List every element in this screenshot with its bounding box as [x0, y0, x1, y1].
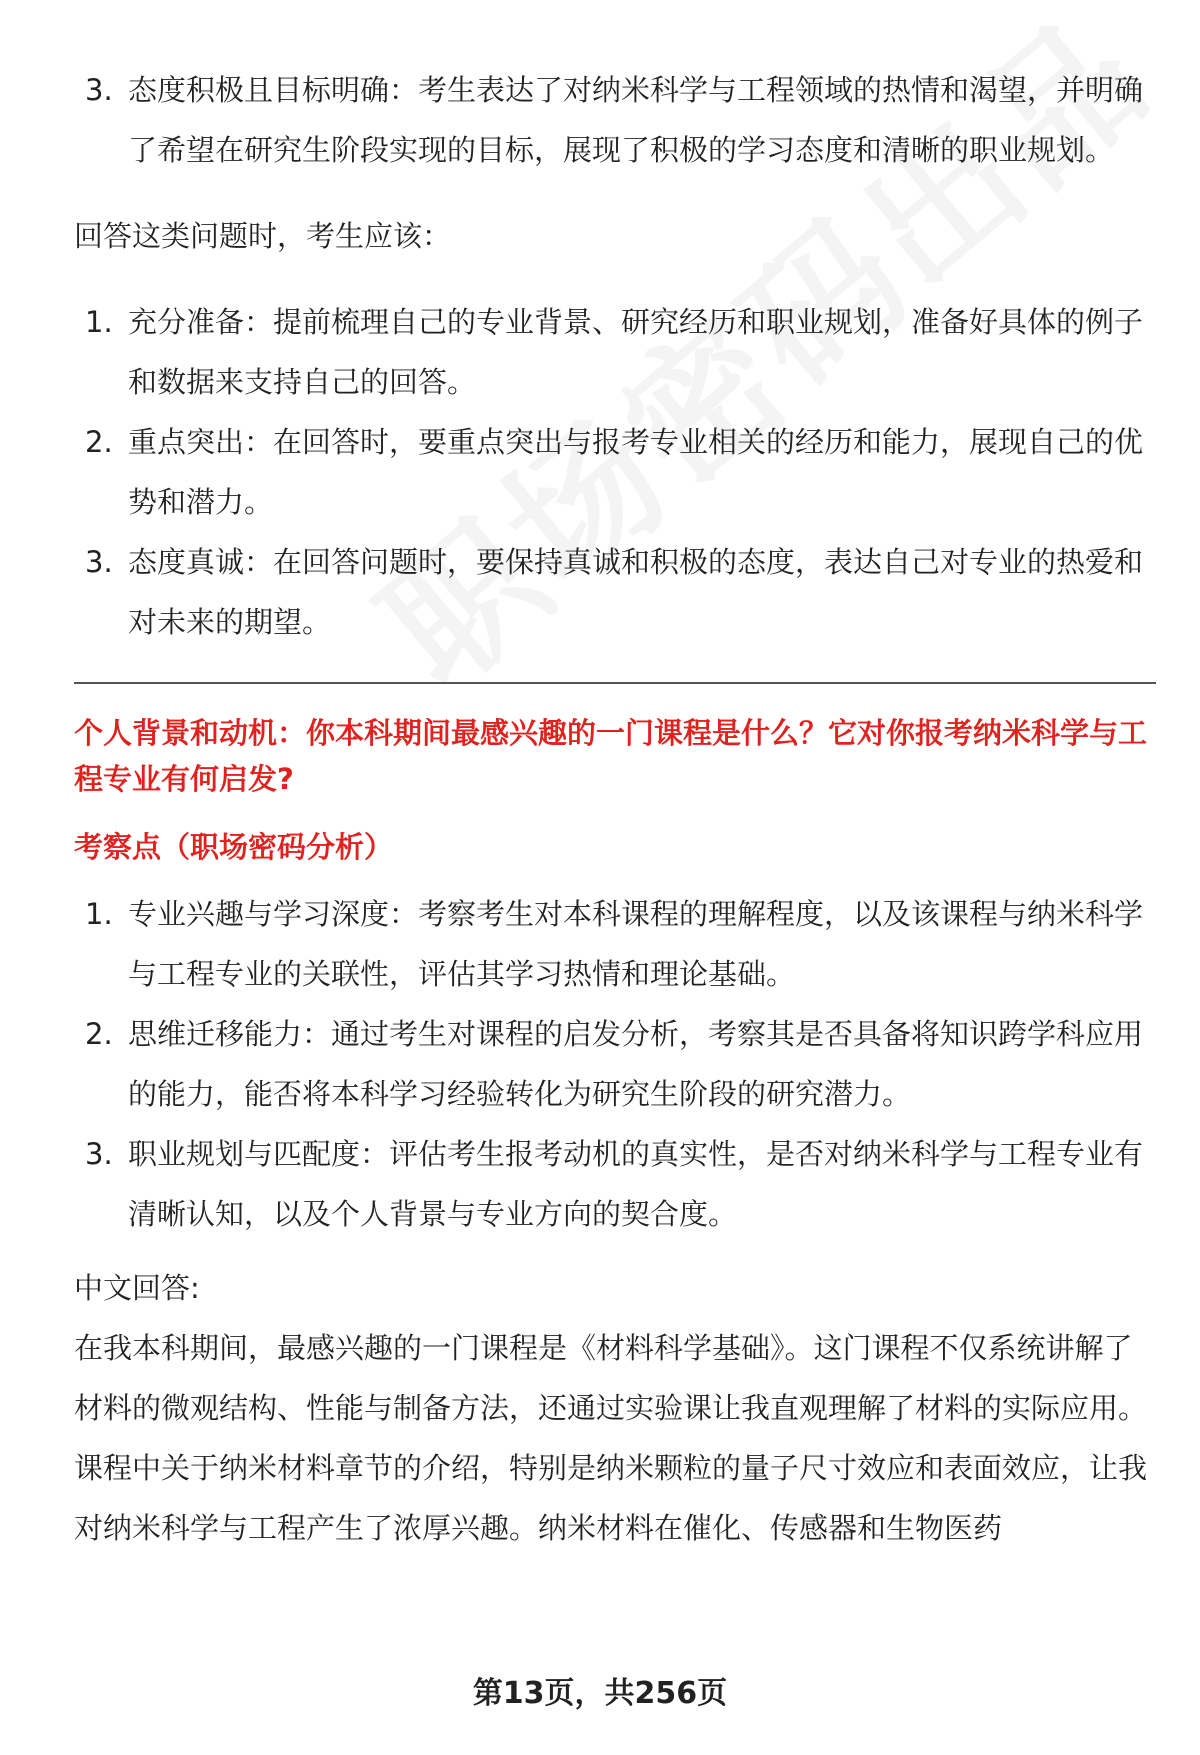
chinese-answer-text: 在我本科期间，最感兴趣的一门课程是《材料科学基础》。这门课程不仅系统讲解了材料的微观结构、性能与制备方法，还通过实验课让我直观理解了材料的实际应用。课程中关于纳米材料章节的介绍，特别是纳米颗粒的量子尺寸效应和表面效应，让我对纳米科学与工程产生了浓厚兴趣。纳米材料在催化、传感器和生物医药 [74, 1331, 1148, 1545]
list-number: 1. [85, 305, 113, 339]
answer-intro: 回答这类问题时，考生应该： [74, 219, 452, 253]
section-divider [74, 682, 1156, 684]
list-number: 2. [85, 425, 113, 459]
list-text: 思维迁移能力：通过考生对课程的启发分析，考察其是否具备将知识跨学科应用的能力，能否将本科学习经验转化为研究生阶段的研究潜力。 [128, 1017, 1144, 1111]
list-number: 1. [85, 897, 113, 931]
list-text: 重点突出：在回答时，要重点突出与报考专业相关的经历和能力，展现自己的优势和潜力。 [128, 425, 1144, 519]
list-text: 职业规划与匹配度：评估考生报考动机的真实性，是否对纳米科学与工程专业有清晰认知，以及个人背景与专业方向的契合度。 [128, 1137, 1144, 1231]
list-text: 专业兴趣与学习深度：考察考生对本科课程的理解程度，以及该课程与纳米科学与工程专业的关联性，评估其学习热情和理论基础。 [128, 897, 1144, 991]
list-number: 3. [85, 545, 113, 579]
chinese-answer-label: 中文回答: [74, 1271, 200, 1305]
exam-points-list [74, 884, 1156, 1244]
page-content [74, 60, 1156, 1558]
list-item [74, 412, 1156, 532]
list-number: 3. [85, 73, 113, 107]
exam-points-title: 考察点（职场密码分析） [74, 830, 394, 864]
list-item [74, 60, 1156, 180]
list-text: 态度真诚：在回答问题时，要保持真诚和积极的态度，表达自己对专业的热爱和对未来的期望。 [128, 545, 1144, 639]
list-number: 2. [85, 1017, 113, 1051]
list-item [74, 292, 1156, 412]
list-item [74, 532, 1156, 652]
answer-tips-list [74, 292, 1156, 652]
list-item [74, 1124, 1156, 1244]
question-heading: 个人背景和动机：你本科期间最感兴趣的一门课程是什么？它对你报考纳米科学与工程专业有何启发? [74, 716, 1148, 796]
list-number: 3. [85, 1137, 113, 1171]
list-text: 充分准备：提前梳理自己的专业背景、研究经历和职业规划，准备好具体的例子和数据来支持自己的回答。 [128, 305, 1144, 399]
list-item [74, 1004, 1156, 1124]
top-list [74, 60, 1156, 180]
list-item [74, 884, 1156, 1004]
page-footer: 第13页，共256页 [472, 1676, 728, 1711]
list-text: 态度积极且目标明确：考生表达了对纳米科学与工程领域的热情和渴望，并明确了希望在研究生阶段实现的目标，展现了积极的学习态度和清晰的职业规划。 [128, 73, 1144, 167]
